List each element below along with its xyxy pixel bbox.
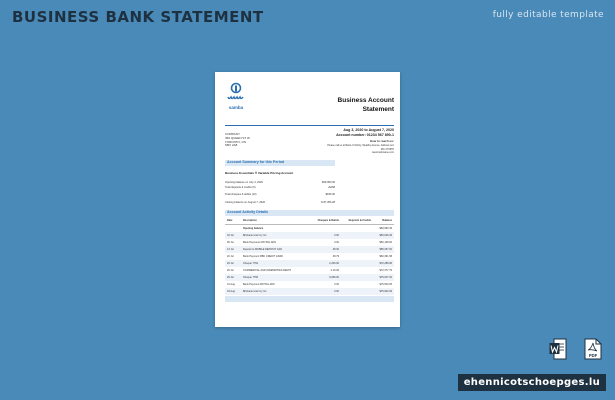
cell-balance: $75,900.36 — [379, 289, 392, 293]
contact-info — [327, 140, 394, 155]
address-line: M5V 2A8 — [225, 143, 238, 148]
document-title — [338, 96, 394, 114]
banner-subtitle: fully editable template — [492, 10, 604, 20]
cell-debit: 3.00 — [334, 289, 339, 293]
table-row — [225, 274, 394, 281]
cell-debit: 3.00 — [334, 233, 339, 237]
cell-debit: 48.79 — [332, 254, 339, 258]
cell-balance: $50,138.00 — [379, 240, 392, 244]
banner-title: BUSINESS BANK STATEMENT — [12, 8, 264, 26]
summary-row — [225, 193, 335, 196]
table-row — [225, 232, 394, 239]
cell-description: Brisbane Cam Ky Inc — [243, 289, 267, 293]
cell-date: 29 Jul — [227, 275, 234, 279]
cell-description: Bank Payment RBC CREDIT CARD — [243, 254, 283, 258]
svg-text:PDF: PDF — [588, 353, 598, 358]
address-line: TORONTO, ON — [225, 139, 247, 144]
table-header — [225, 218, 394, 225]
cell-description: COMMERCIAL AND INDEMNITIES REMIT — [243, 268, 291, 272]
bank-logo — [225, 82, 247, 110]
cell-date: 29 Jul — [227, 261, 234, 265]
table-footer — [225, 296, 394, 302]
cell-date: 01 Aug — [227, 282, 235, 286]
cell-debit: 2,206.90 — [329, 261, 339, 265]
table-row — [225, 281, 394, 288]
activity-table — [225, 218, 394, 302]
column-header: Deposits & Credits — [348, 219, 371, 223]
column-header: Date — [227, 219, 233, 223]
cell-date: 20 Jul — [227, 254, 234, 258]
column-header: Cheques & Debits — [317, 219, 339, 223]
summary-label: Total deposits & credits (6) — [225, 186, 256, 189]
summary-label: Opening balance on July 4, 2020 — [225, 181, 263, 184]
statement-page — [215, 72, 400, 327]
cell-balance: $70,288.96 — [379, 261, 392, 265]
cell-balance: $75,037.00 — [379, 275, 392, 279]
logo-text: samba — [228, 105, 244, 110]
summary-value: +$168 — [327, 186, 335, 189]
table-body — [225, 225, 394, 295]
summary-row — [225, 186, 335, 189]
cell-balance: $72,377.79 — [379, 268, 392, 272]
cell-description: Deposit to MOBILE DEPOSIT CAD — [243, 247, 282, 251]
contact-line: Please call us at Bank of Infinity, Wealthy Avenue, Address text — [327, 143, 394, 147]
cell-description: Bank Payment PAYPAL ADS — [243, 282, 275, 286]
cell-balance: $55,257.00 — [379, 247, 392, 251]
contact-line: WC 2H 9HH — [380, 147, 394, 151]
cell-date: 13 Jul — [227, 247, 234, 251]
table-row — [225, 239, 394, 246]
table-row — [225, 267, 394, 274]
word-icon[interactable] — [549, 338, 567, 360]
address-line: COMPANY — [225, 132, 240, 136]
summary-label: Closing balance on August 7, 2020 — [225, 201, 266, 204]
contact-line: www.bankname.com — [371, 151, 394, 155]
cell-balance: $75,500.05 — [379, 282, 392, 286]
cell-date: 06 Jul — [227, 240, 234, 244]
cell-description: Cheque 7762 — [243, 261, 259, 265]
cell-description: Bank Payments PAYPAL ADS — [243, 240, 276, 244]
customer-address — [225, 133, 250, 148]
column-header: Description — [243, 219, 257, 223]
summary-value: $ 87,356.28 — [321, 201, 335, 204]
cell-date: 03 Jul — [227, 233, 234, 237]
bank-logo-icon — [225, 82, 247, 104]
statement-period — [336, 128, 394, 138]
summary-heading: Account Summary for this Period — [225, 160, 335, 166]
contact-heading: How to reach us: — [369, 139, 394, 143]
cell-description: Opening balance — [243, 226, 264, 230]
table-row — [225, 253, 394, 260]
column-header: Balance — [382, 219, 392, 223]
summary-row — [225, 201, 335, 204]
cell-balance: $60,361.58 — [379, 254, 392, 258]
period-dates: Aug 3, 2020 to August 7, 2020 — [343, 128, 394, 132]
summary-subheading: Business Essentials ® Variable Pricing Account — [225, 171, 294, 175]
header-rule — [225, 125, 394, 126]
cell-debit: 48.00 — [332, 247, 339, 251]
cell-description: Brisbane Cam Ky Inc — [243, 233, 267, 237]
table-row — [225, 288, 394, 295]
table-row — [225, 260, 394, 267]
account-number: Account number: 01234 567 890-1 — [336, 133, 394, 137]
cell-debit: 2.16.06 — [330, 268, 339, 272]
cell-balance: $50,046.36 — [379, 233, 392, 237]
footer-site: ehennicotschoepges.lu — [458, 374, 606, 391]
pdf-icon[interactable] — [584, 338, 602, 360]
cell-date: 29 Jul — [227, 268, 234, 272]
cell-debit: 9,066.00 — [329, 275, 339, 279]
activity-heading: Account Activity Details — [225, 210, 394, 216]
cell-debit: 3.00 — [334, 282, 339, 286]
summary-value: $69,950.36 — [322, 181, 335, 184]
summary-row — [225, 181, 335, 184]
address-line: 456 QUEEN ST W — [225, 135, 250, 140]
cell-debit: 3.00 — [334, 240, 339, 244]
table-row — [225, 225, 394, 232]
cell-date: 03 Aug — [227, 289, 235, 293]
summary-label: Total cheques & debits (10) — [225, 193, 257, 196]
title-line-1: Business Account — [337, 97, 394, 104]
table-row — [225, 246, 394, 253]
summary-value: $180.00 — [325, 193, 335, 196]
cell-description: Cheque 7766 — [243, 275, 259, 279]
title-line-2: Statement — [362, 106, 394, 113]
cell-balance: $69,950.36 — [379, 226, 392, 230]
